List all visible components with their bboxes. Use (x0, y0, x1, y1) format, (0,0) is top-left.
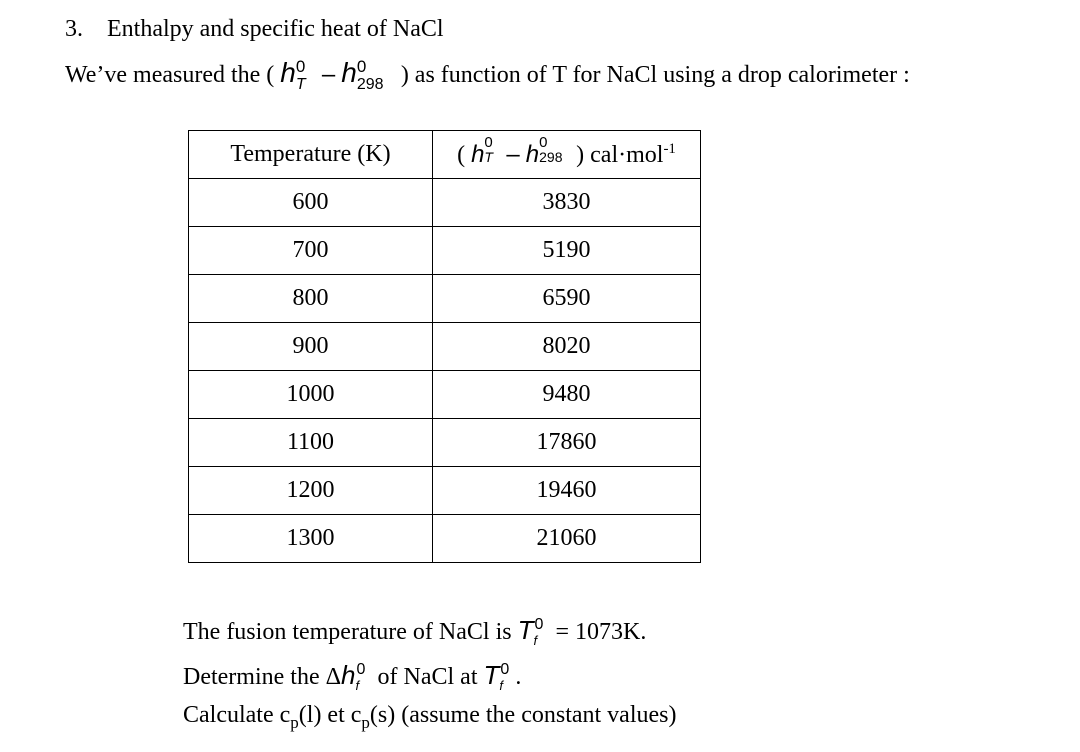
intro-sentence (65, 57, 910, 93)
temperature-cell: 600 (189, 179, 433, 227)
calculate-text-1: Calculate c (183, 702, 291, 728)
fusion-value: = 1073K. (555, 619, 647, 645)
minus-sign: – (321, 61, 336, 88)
problem-heading (65, 14, 444, 44)
superscript-zero: 0 (484, 133, 493, 151)
temperature-cell: 1000 (189, 371, 433, 419)
table-row (189, 227, 701, 275)
enthalpy-cell: 8020 (433, 323, 701, 371)
subscript-t: T (295, 76, 306, 93)
unit-exponent: -1 (663, 140, 676, 157)
table-row (189, 515, 701, 563)
table-header-row (189, 131, 701, 179)
t-symbol: T (483, 660, 500, 690)
subscript-t: T (484, 148, 493, 165)
table-row (189, 371, 701, 419)
superscript-zero: 0 (539, 133, 548, 151)
enthalpy-cell: 5190 (433, 227, 701, 275)
enthalpy-cell: 21060 (433, 515, 701, 563)
table-body (189, 179, 701, 563)
intro-prefix: We’ve measured the ( (65, 62, 275, 88)
subscript-f: f (533, 633, 538, 648)
minus-sign: – (506, 140, 520, 168)
problem-number: 3. (65, 16, 83, 42)
enthalpy-cell: 17860 (433, 419, 701, 467)
enthalpy-cell: 6590 (433, 275, 701, 323)
subscript-f: f (499, 678, 504, 693)
subscript-p: p (361, 713, 370, 732)
enthalpy-column-header (433, 131, 701, 179)
h-symbol: h (280, 57, 296, 88)
temperature-cell: 900 (189, 323, 433, 371)
table-row (189, 419, 701, 467)
temperature-cell: 800 (189, 275, 433, 323)
temperature-column-header: Temperature (K) (189, 131, 433, 179)
table-row (189, 467, 701, 515)
fusion-temperature-line (183, 615, 646, 647)
superscript-zero: 0 (356, 661, 366, 678)
superscript-zero: 0 (295, 57, 306, 76)
t-symbol: T (517, 615, 534, 645)
temperature-cell: 1100 (189, 419, 433, 467)
calculate-line (183, 700, 676, 732)
calculate-text-3: (s) (assume the constant values) (369, 702, 677, 728)
header-unit: ) cal·mol (576, 141, 664, 168)
h-symbol: h (471, 140, 485, 168)
determine-line (183, 660, 521, 692)
determine-prefix: Determine the (183, 664, 320, 690)
calculate-text-2: (l) et c (298, 702, 362, 728)
determine-end: . (515, 664, 522, 690)
superscript-zero: 0 (500, 661, 510, 678)
subscript-298: 298 (356, 76, 384, 93)
h-symbol: h (341, 660, 356, 690)
superscript-zero: 0 (534, 616, 544, 633)
h-symbol: h (525, 140, 540, 168)
enthalpy-data-table (188, 130, 701, 563)
enthalpy-cell: 9480 (433, 371, 701, 419)
subscript-p: p (290, 713, 299, 732)
problem-title: Enthalpy and specific heat of NaCl (107, 16, 444, 42)
temperature-cell: 1300 (189, 515, 433, 563)
table-row (189, 179, 701, 227)
table-row (189, 275, 701, 323)
table-row (189, 323, 701, 371)
enthalpy-difference-expression (280, 57, 395, 93)
temperature-cell: 1200 (189, 467, 433, 515)
temperature-cell: 700 (189, 227, 433, 275)
fusion-prefix: The fusion temperature of NaCl is (183, 619, 512, 645)
enthalpy-cell: 19460 (433, 467, 701, 515)
determine-middle: of NaCl at (377, 664, 478, 690)
h-symbol: h (341, 57, 357, 88)
enthalpy-cell: 3830 (433, 179, 701, 227)
subscript-f: f (355, 678, 360, 693)
subscript-298: 298 (539, 148, 563, 165)
header-open-paren: ( (457, 141, 466, 168)
intro-suffix: ) as function of T for NaCl using a drop calorimeter : (400, 62, 910, 88)
delta-symbol: Δ (325, 664, 342, 690)
superscript-zero: 0 (356, 57, 367, 76)
